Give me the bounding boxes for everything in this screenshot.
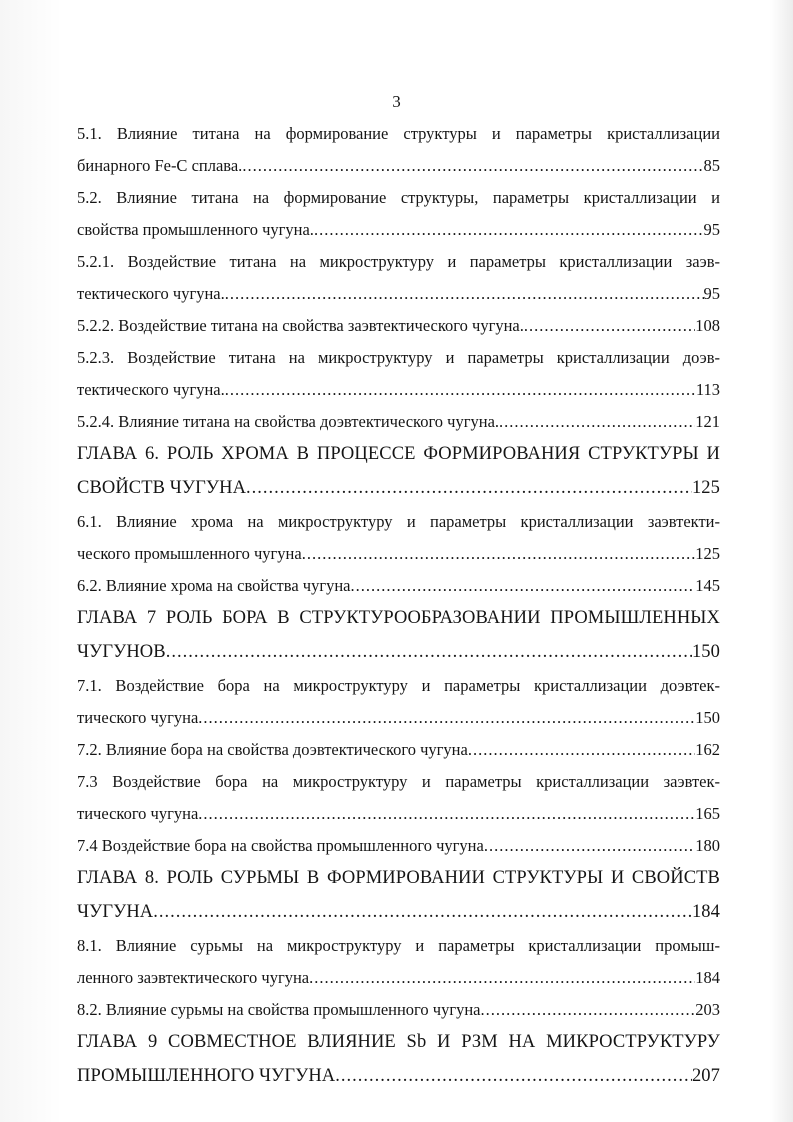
toc-text: 7.3 Воздействие бора на микроструктуру и параметры кристаллизации заэвтек- <box>77 772 720 791</box>
toc-entry <box>77 155 720 177</box>
toc-text: 5.1. Влияние титана на формирование структуры и параметры кристаллизации <box>77 124 720 143</box>
toc-text: ПРОМЫШЛЕННОГО ЧУГУНА <box>77 1066 336 1086</box>
toc-page-number: 125 <box>695 544 720 563</box>
dot-leader <box>302 543 696 565</box>
toc-text: 5.2.4. Влияние титана на свойства доэвтектического чугуна. <box>77 412 500 431</box>
toc-text: свойства промышленного чугуна. <box>77 220 314 239</box>
toc-text: 5.2.1. Воздействие титана на микроструктуру и параметры кристаллизации заэв- <box>77 252 720 271</box>
toc-line <box>77 347 720 369</box>
toc-text: ческого промышленного чугуна <box>77 544 302 563</box>
toc-entry <box>77 803 720 825</box>
toc-page-number: 203 <box>695 1000 720 1019</box>
dot-leader <box>468 739 695 761</box>
dot-leader <box>484 835 695 857</box>
toc-chapter-entry <box>77 641 720 663</box>
toc-page-number: 125 <box>691 478 720 498</box>
toc-page-number: 95 <box>703 220 720 239</box>
toc-entry <box>77 411 720 433</box>
toc-line <box>77 511 720 533</box>
toc-text: 7.4 Воздействие бора на свойства промышленного чугуна <box>77 836 484 855</box>
toc-chapter-entry <box>77 901 720 923</box>
toc-text: ГЛАВА 7 РОЛЬ БОРА В СТРУКТУРООБРАЗОВАНИИ ПРОМЫШЛЕННЫХ <box>77 608 720 628</box>
toc-chapter-heading <box>77 443 720 465</box>
toc-text: бинарного Fe-C сплава. <box>77 156 243 175</box>
toc-line <box>77 123 720 145</box>
toc-page-number: 145 <box>695 576 720 595</box>
dot-leader <box>198 707 695 729</box>
toc-text: 8.2. Влияние сурьмы на свойства промышленного чугуна <box>77 1000 481 1019</box>
toc-text: тического чугуна <box>77 804 199 823</box>
toc-text: СВОЙСТВ ЧУГУНА <box>77 478 247 498</box>
toc-chapter-heading <box>77 607 720 629</box>
dot-leader <box>351 575 696 597</box>
toc-text: тектического чугуна. <box>77 284 225 303</box>
toc-entry <box>77 283 720 305</box>
toc-line <box>77 935 720 957</box>
toc-text: тектического чугуна. <box>77 380 225 399</box>
toc-page-number: 85 <box>703 156 720 175</box>
toc-line <box>77 251 720 273</box>
toc-entry <box>77 707 720 729</box>
dot-leader <box>225 379 696 401</box>
dot-leader <box>481 999 696 1021</box>
toc-entry <box>77 739 720 761</box>
toc-text: ГЛАВА 8. РОЛЬ СУРЬМЫ В ФОРМИРОВАНИИ СТРУКТУРЫ И СВОЙСТВ <box>77 868 720 888</box>
toc-text: 5.2.2. Воздействие титана на свойства заэвтектического чугуна. <box>77 316 524 335</box>
toc-text: ЧУГУНА <box>77 902 154 922</box>
dot-leader <box>242 155 703 177</box>
toc-text: 6.1. Влияние хрома на микроструктуру и параметры кристаллизации заэвтекти- <box>77 512 720 531</box>
toc-chapter-heading <box>77 1031 720 1053</box>
toc-text: 6.2. Влияние хрома на свойства чугуна <box>77 576 351 595</box>
toc-entry <box>77 543 720 565</box>
toc-page-number: 150 <box>691 642 720 662</box>
toc-entry <box>77 219 720 241</box>
toc-text: 5.2.3. Воздействие титана на микроструктуру и параметры кристаллизации доэв- <box>77 348 720 367</box>
toc-text: тического чугуна <box>77 708 199 727</box>
toc-chapter-entry <box>77 1065 720 1087</box>
dot-leader <box>314 219 704 241</box>
toc-text: 5.2. Влияние титана на формирование структуры, параметры кристаллизации и <box>77 188 720 207</box>
toc-entry <box>77 315 720 337</box>
toc-text: ГЛАВА 6. РОЛЬ ХРОМА В ПРОЦЕССЕ ФОРМИРОВАНИЯ СТРУКТУРЫ И <box>77 444 720 464</box>
toc-page-number: 121 <box>695 412 720 431</box>
toc-page-number: 184 <box>691 902 720 922</box>
toc-text: 7.1. Воздействие бора на микроструктуру и параметры кристаллизации доэвтек- <box>77 676 720 695</box>
toc-page-number: 108 <box>695 316 720 335</box>
toc-entry <box>77 835 720 857</box>
page-number: 3 <box>392 92 401 111</box>
toc-chapter-entry <box>77 477 720 499</box>
toc-entry <box>77 575 720 597</box>
toc-entry <box>77 967 720 989</box>
toc-page-number: 165 <box>695 804 720 823</box>
toc-text: 8.1. Влияние сурьмы на микроструктуру и параметры кристаллизации промыш- <box>77 936 720 955</box>
toc-page-number: 184 <box>695 968 720 987</box>
toc-line <box>77 187 720 209</box>
toc-page-number: 113 <box>695 380 720 399</box>
toc-page-number: 150 <box>695 708 720 727</box>
dot-leader <box>166 641 692 663</box>
dot-leader <box>153 901 692 923</box>
toc-page-number: 95 <box>703 284 720 303</box>
dot-leader <box>225 283 704 305</box>
dot-leader <box>309 967 695 989</box>
toc-entry <box>77 999 720 1021</box>
dot-leader <box>335 1065 692 1087</box>
scan-edge-shadow <box>0 0 62 1122</box>
toc-entry <box>77 379 720 401</box>
toc-line <box>77 675 720 697</box>
toc-text: ленного заэвтектического чугуна <box>77 968 310 987</box>
toc-line <box>77 771 720 793</box>
toc-text: 7.2. Влияние бора на свойства доэвтектического чугуна <box>77 740 468 759</box>
dot-leader <box>198 803 695 825</box>
toc-text: ЧУГУНОВ <box>77 642 166 662</box>
toc-page-number: 207 <box>691 1066 720 1086</box>
toc-chapter-heading <box>77 867 720 889</box>
toc-text: ГЛАВА 9 СОВМЕСТНОЕ ВЛИЯНИЕ Sb И РЗМ НА МИКРОСТРУКТУРУ <box>77 1032 720 1052</box>
dot-leader <box>524 315 695 337</box>
toc-page-number: 162 <box>695 740 720 759</box>
toc-page-number: 180 <box>695 836 720 855</box>
dot-leader <box>246 477 692 499</box>
dot-leader <box>499 411 695 433</box>
